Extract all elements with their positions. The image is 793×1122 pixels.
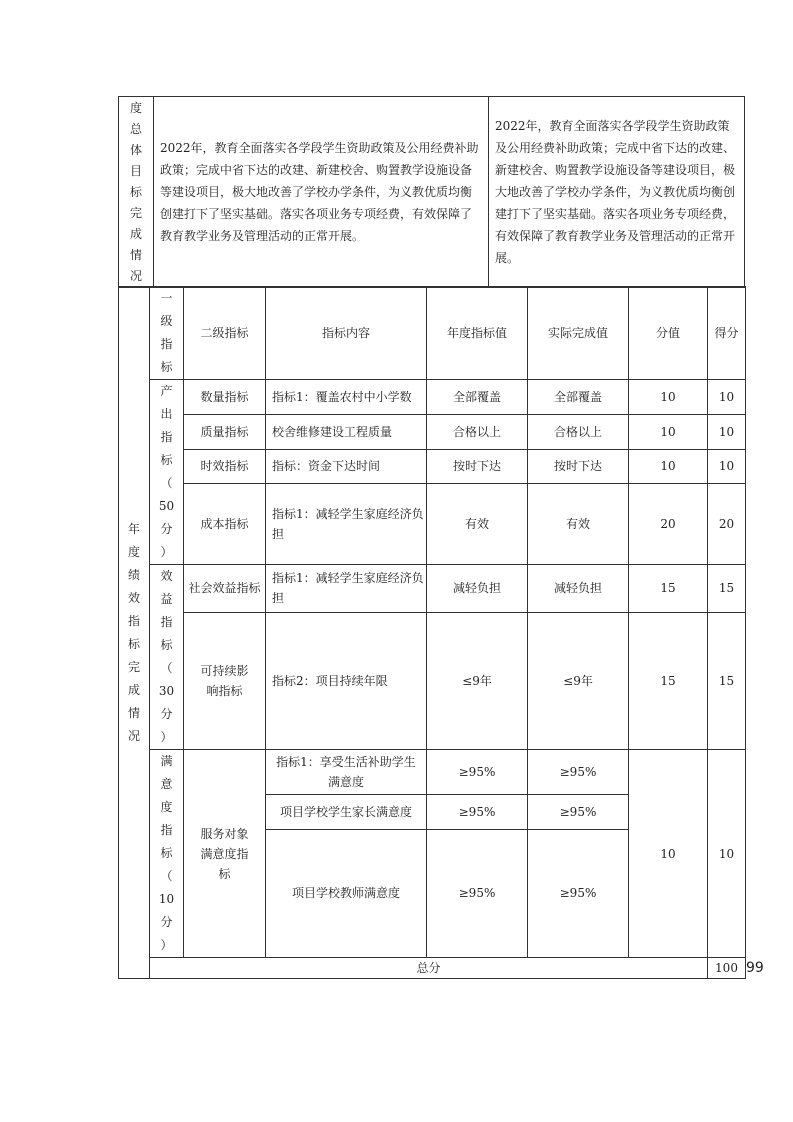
header-points: 分值	[629, 287, 708, 380]
benefit-indicator-label-char: （	[160, 661, 173, 675]
output-indicator-label-char: 50	[158, 499, 175, 513]
satisfaction-level2: 服务对象满意度指标	[184, 750, 266, 958]
table-row-actual: 全部覆盖	[528, 380, 629, 415]
table-row-score: 15	[708, 565, 746, 613]
table-row-points: 10	[629, 380, 708, 415]
table-row-score: 10	[708, 450, 746, 484]
table-row-annual: ≤9年	[427, 612, 528, 749]
table-row-level2: 时效指标	[184, 450, 266, 484]
overall-goal-table	[118, 96, 745, 288]
table-row-content: 项目学校教师满意度	[266, 829, 427, 957]
header-annual-value: 年度指标值	[427, 287, 528, 380]
header-level1-char: 一	[160, 291, 173, 305]
table-row-annual: ≥95%	[427, 829, 528, 957]
satisfaction-indicator-label-char: 分	[160, 915, 173, 929]
table-row-points: 15	[629, 565, 708, 613]
benefit-indicator-label-char: ）	[160, 730, 173, 744]
overall-goal-label-char: 成	[129, 226, 142, 241]
satisfaction-indicator-label-char: 度	[160, 800, 173, 814]
benefit-indicator-label-char: 30	[158, 684, 175, 698]
satisfaction-indicator-label-char: （	[160, 869, 173, 883]
table-row-actual: 按时下达	[528, 450, 629, 484]
overall-goal-label-char: 度	[129, 100, 142, 115]
table-row-score: 10	[708, 380, 746, 415]
table-row-actual: 减轻负担	[528, 565, 629, 613]
total-label: 总分	[150, 958, 708, 979]
table-row-actual: ≥95%	[528, 829, 629, 957]
output-indicator-label	[150, 380, 184, 565]
table-row-content: 指标2：项目持续年限	[266, 612, 427, 749]
output-indicator-label-char: 标	[160, 453, 173, 467]
overall-goal-label	[119, 97, 154, 288]
table-row-content: 指标1：减轻学生家庭经济负担	[266, 483, 427, 564]
output-indicator-label-char: 出	[160, 407, 173, 421]
header-level1-char: 指	[160, 337, 173, 351]
table-row-points: 10	[629, 450, 708, 484]
indicator-section-label-char: 年	[127, 521, 140, 536]
overall-goal-label-char: 况	[129, 268, 142, 283]
table-row-annual: 有效	[427, 483, 528, 564]
output-indicator-label-char: 产	[160, 384, 173, 398]
table-row-annual: ≥95%	[427, 795, 528, 829]
table-row-level2: 可持续影响指标	[184, 612, 266, 749]
header-level1-char: 级	[160, 314, 173, 328]
table-row-content: 指标1：覆盖农村中小学数	[266, 380, 427, 415]
table-row-annual: 合格以上	[427, 415, 528, 450]
benefit-indicator-label-char: 指	[160, 615, 173, 629]
header-content: 指标内容	[266, 287, 427, 380]
performance-indicator-table: 年 度 绩 效 指 标 完 成 情 况 一 级 指 标 二级指标 指标内容 年度指标值 实际完成值 分值 得分 产 出 指 标 （ 50 分 ） 数量指标 指标1：覆盖农村中小学数 全部覆盖 全部覆盖 10 10 质量指标 校舍维修建设工程质量 合格以上 合格以上 10 10 时效指标 指标：资金下达时间 按时下达 按时下达 10 10 成本指标 指标1：减轻学生家庭经济负担 有效 有效 20 20 效 益 指 标 （ 30 分 ） 社会效益指标 指标1：减轻学生家庭经济负担 减轻负担 减轻负担 15 15 可持续影响指标 指标2：项目持续年限 ≤9年 ≤9年 15 15 满 意 度 指 标 （ 10 分 ） 服务对象满意度指标 指标1：享受生活补助学生满意度 ≥95% ≥95% 10 10 项目学校学生家长满意度 ≥95% ≥95% 项目学校教师满意度 ≥95% ≥95% 总分 100 99	[118, 286, 746, 979]
overall-goal-target-text: 2022年，教育全面落实各学段学生资助政策及公用经费补助政策；完成中省下达的改建、新建校舍、购置教学设施设备等建设项目，极大地改善了学校办学条件，为义教优质均衡创建打下了坚实基础。落实各项业务专项经费，有效保障了教育教学业务及管理活动的正常开展。	[154, 97, 489, 288]
overall-goal-actual-text: 2022年，教育全面落实各学段学生资助政策及公用经费补助政策；完成中省下达的改建、新建校舍、购置教学设施设备等建设项目，极大地改善了学校办学条件，为义教优质均衡创建打下了坚实基础。落实各项业务专项经费，有效保障了教育教学业务及管理活动的正常开展。	[489, 97, 745, 288]
table-row-annual: 减轻负担	[427, 565, 528, 613]
table-row-actual: 有效	[528, 483, 629, 564]
header-level1	[150, 287, 184, 380]
satisfaction-indicator-label-char: 指	[160, 823, 173, 837]
indicator-section-label-char: 况	[127, 728, 140, 743]
header-actual-value: 实际完成值	[528, 287, 629, 380]
satisfaction-indicator-label-char: 标	[160, 846, 173, 860]
table-row-score: 15	[708, 612, 746, 749]
table-row-score: 20	[708, 483, 746, 564]
overall-goal-label-char: 总	[129, 121, 142, 136]
table-row-annual: 全部覆盖	[427, 380, 528, 415]
benefit-indicator-label-char: 分	[160, 707, 173, 721]
total-points: 100	[708, 958, 746, 979]
indicator-section-label-char: 效	[127, 590, 140, 605]
overall-goal-label-char: 体	[129, 142, 142, 157]
overall-goal-label-char: 完	[129, 205, 142, 220]
satisfaction-score: 10	[708, 750, 746, 958]
satisfaction-indicator-label	[150, 750, 184, 958]
table-row-content: 指标1：减轻学生家庭经济负担	[266, 565, 427, 613]
table-row-content: 项目学校学生家长满意度	[266, 795, 427, 829]
table-row-points: 10	[629, 415, 708, 450]
table-row-content: 指标1：享受生活补助学生满意度	[266, 750, 427, 795]
benefit-indicator-label-char: 效	[160, 569, 173, 583]
overall-goal-label-char: 标	[129, 184, 142, 199]
satisfaction-indicator-label-char: 10	[158, 892, 175, 906]
indicator-section-label-char: 完	[127, 659, 140, 674]
overall-goal-label-char: 目	[129, 163, 142, 178]
indicator-section-label-char: 成	[127, 682, 140, 697]
benefit-indicator-label	[150, 565, 184, 750]
table-row-points: 15	[629, 612, 708, 749]
table-row-score: 10	[708, 415, 746, 450]
table-row-level2: 质量指标	[184, 415, 266, 450]
table-row-content: 校舍维修建设工程质量	[266, 415, 427, 450]
benefit-indicator-label-char: 益	[160, 592, 173, 606]
table-row-actual: ≥95%	[528, 750, 629, 795]
benefit-indicator-label-char: 标	[160, 638, 173, 652]
table-row-points: 20	[629, 483, 708, 564]
table-row-actual: ≥95%	[528, 795, 629, 829]
table-row-annual: ≥95%	[427, 750, 528, 795]
indicator-section-label-char: 绩	[127, 567, 140, 582]
indicator-section-label-char: 指	[127, 613, 140, 628]
output-indicator-label-char: ）	[160, 545, 173, 559]
indicator-section-label-char: 度	[127, 544, 140, 559]
output-indicator-label-char: （	[160, 476, 173, 490]
table-row-level2: 数量指标	[184, 380, 266, 415]
header-score: 得分	[708, 287, 746, 380]
overall-goal-label-char: 情	[129, 247, 142, 262]
header-level1-char: 标	[160, 360, 173, 374]
output-indicator-label-char: 指	[160, 430, 173, 444]
table-row-annual: 按时下达	[427, 450, 528, 484]
indicator-section-label-char: 标	[127, 636, 140, 651]
header-level2: 二级指标	[184, 287, 266, 380]
satisfaction-indicator-label-char: 意	[160, 777, 173, 791]
indicator-section-label-char: 情	[127, 705, 140, 720]
table-row-actual: 合格以上	[528, 415, 629, 450]
satisfaction-points: 10	[629, 750, 708, 958]
table-row-level2: 社会效益指标	[184, 565, 266, 613]
satisfaction-indicator-label-char: 满	[160, 754, 173, 768]
table-row-actual: ≤9年	[528, 612, 629, 749]
indicator-section-label	[119, 287, 150, 979]
output-indicator-label-char: 分	[160, 522, 173, 536]
table-row-content: 指标：资金下达时间	[266, 450, 427, 484]
table-row-level2: 成本指标	[184, 483, 266, 564]
satisfaction-indicator-label-char: ）	[160, 938, 173, 952]
